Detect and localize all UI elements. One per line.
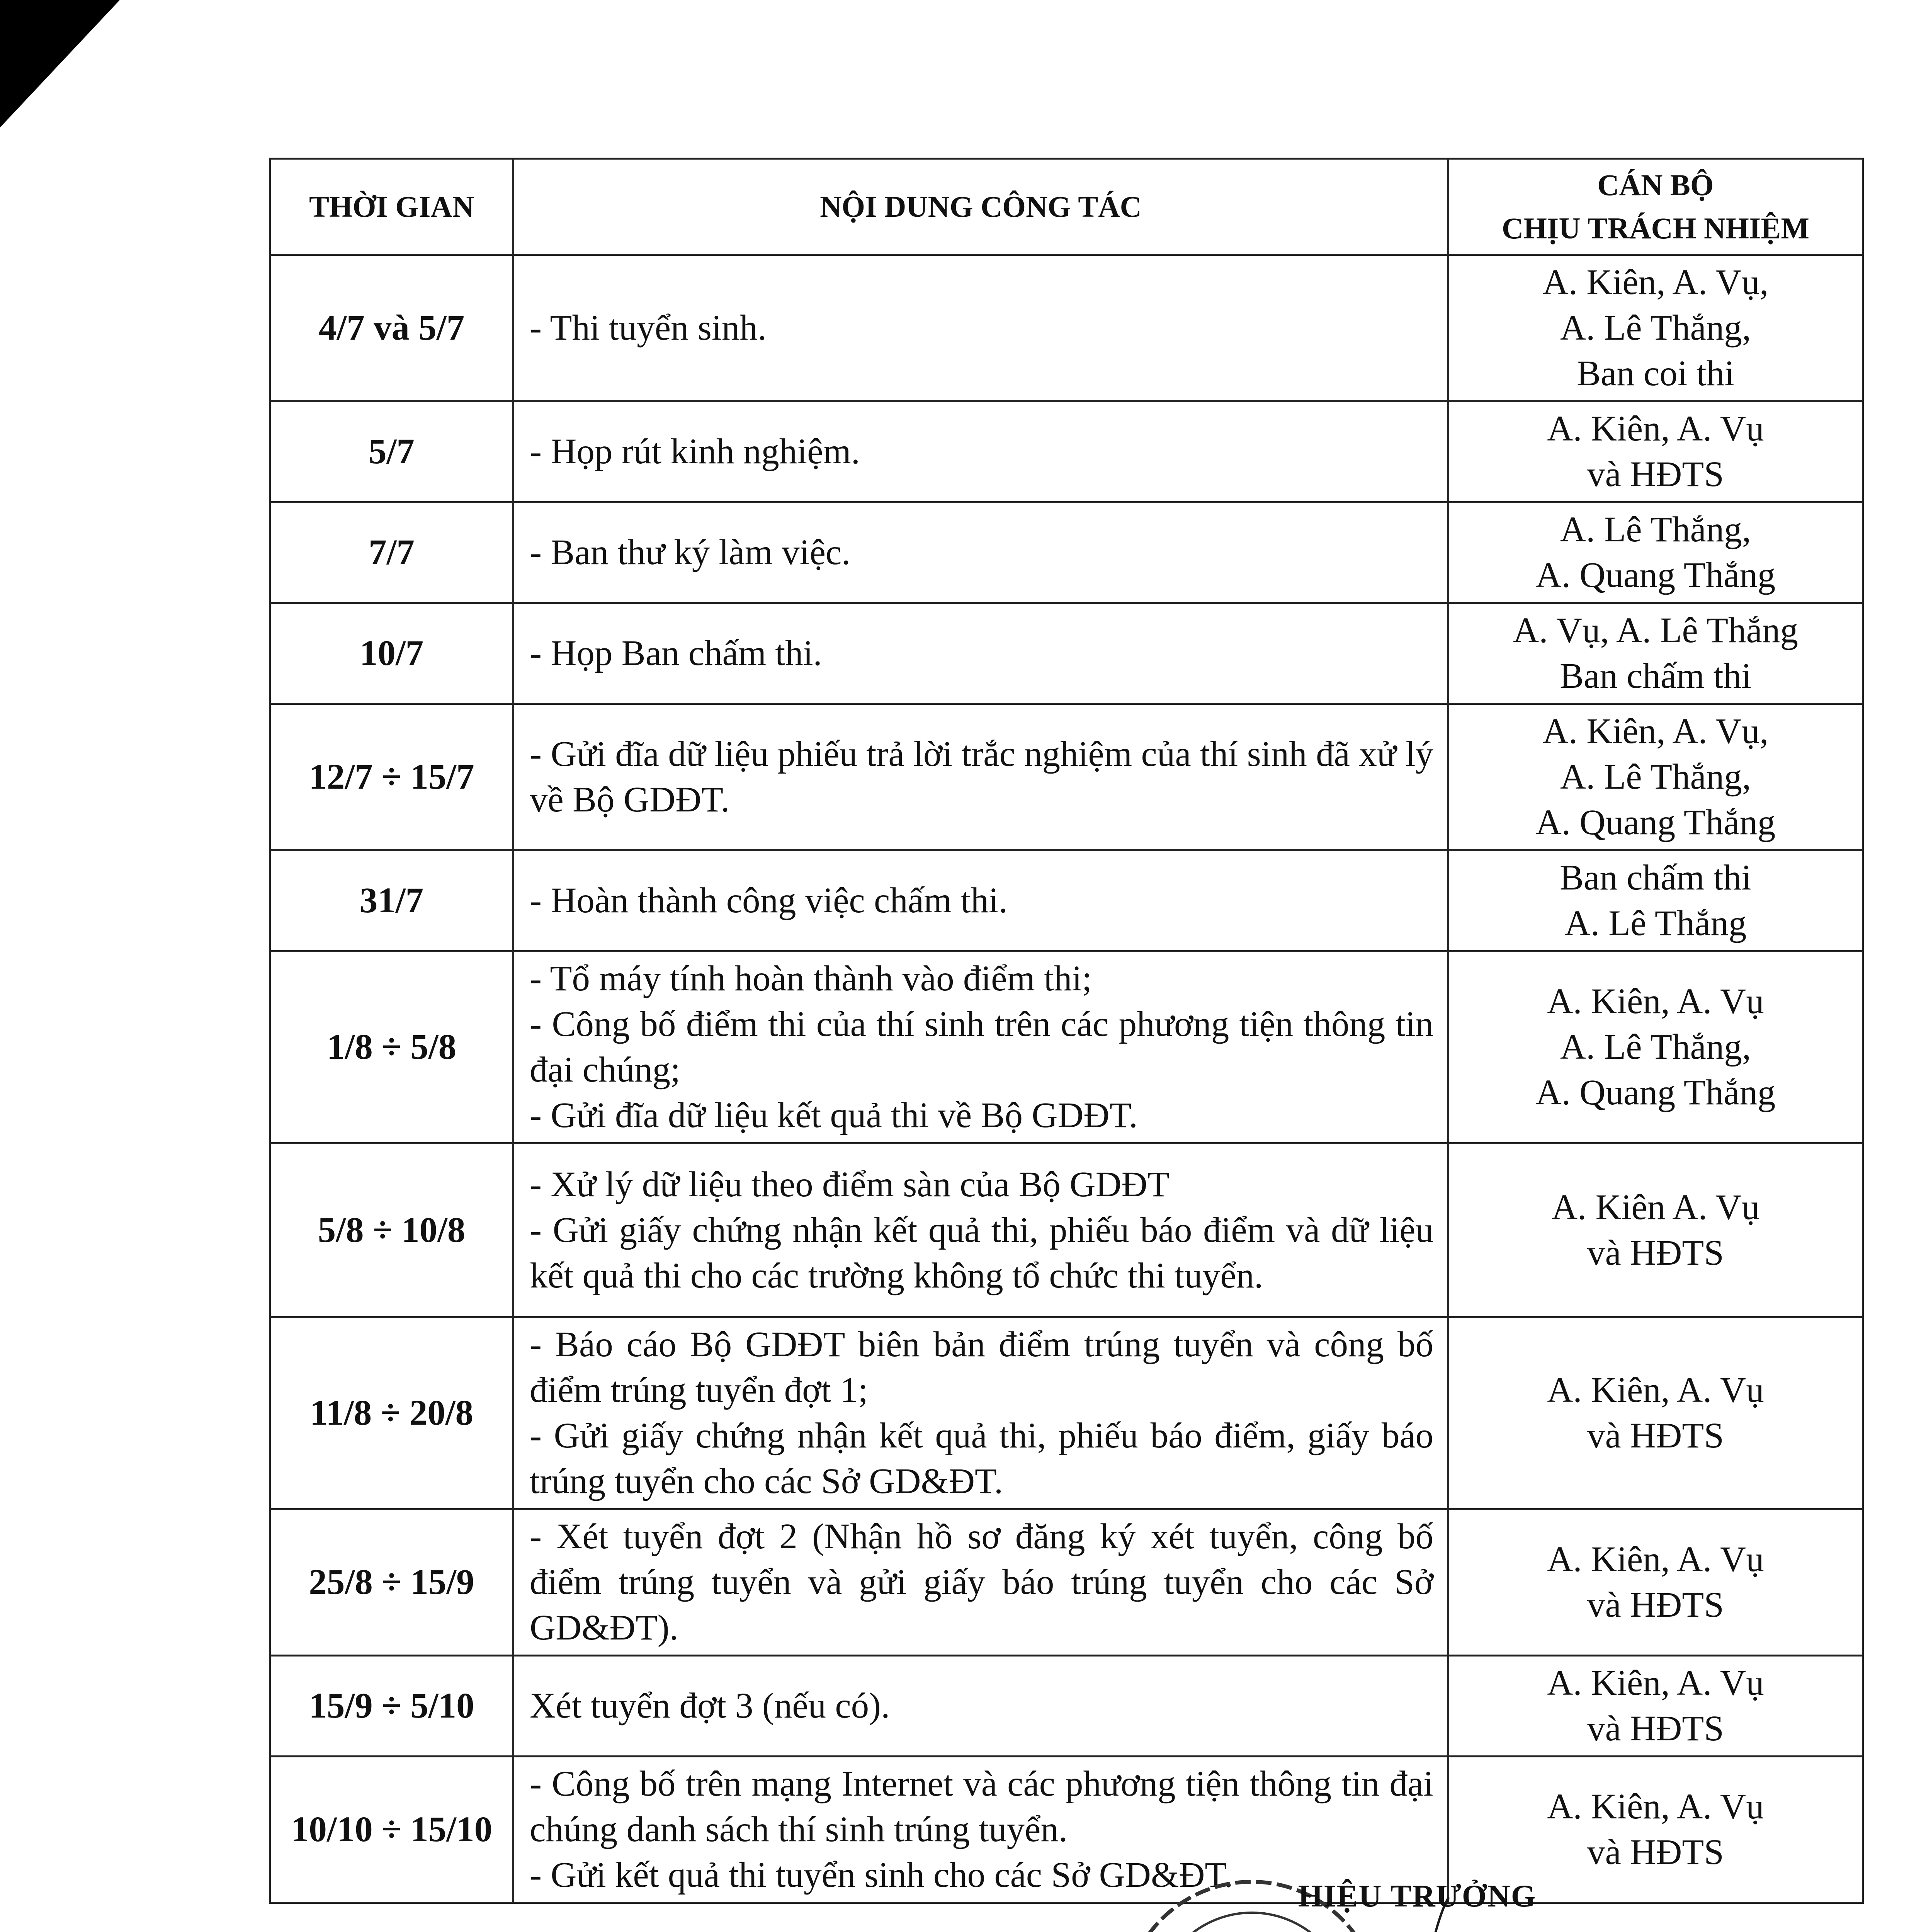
header-responsible [1448, 159, 1863, 255]
cell-content [513, 850, 1448, 951]
cell-time: 11/8 ÷ 20/8 [270, 1317, 513, 1509]
responsible-line: A. Vụ, A. Lê Thắng [1513, 611, 1798, 650]
content-line: - Hoàn thành công việc chấm thi. [530, 881, 1008, 920]
cell-time: 7/7 [270, 502, 513, 603]
responsible-line: A. Kiên, A. Vụ [1547, 981, 1764, 1021]
cell-time: 31/7 [270, 850, 513, 951]
responsible-line: A. Lê Thắng [1564, 903, 1747, 943]
table-row [270, 704, 1863, 850]
cell-time: 4/7 và 5/7 [270, 255, 513, 401]
responsible-line: và HĐTS [1587, 1233, 1724, 1273]
content-line: - Họp rút kinh nghiệm. [530, 432, 860, 471]
cell-content [513, 401, 1448, 502]
content-line: - Gửi đĩa dữ liệu kết quả thi về Bộ GDĐT. [530, 1095, 1138, 1135]
table-row [270, 1656, 1863, 1757]
content-line: - Gửi kết quả thi tuyển sinh cho các Sở GD&ĐT. [530, 1855, 1233, 1895]
cell-responsible [1448, 401, 1863, 502]
cell-time: 5/8 ÷ 10/8 [270, 1143, 513, 1317]
cell-responsible [1448, 1317, 1863, 1509]
responsible-line: A. Lê Thắng, [1560, 757, 1751, 797]
content-line: - Họp Ban chấm thi. [530, 633, 822, 673]
header-time: THỜI GIAN [270, 159, 513, 255]
cell-responsible [1448, 1509, 1863, 1656]
header-content: NỘI DUNG CÔNG TÁC [513, 159, 1448, 255]
table-row [270, 850, 1863, 951]
cell-responsible [1448, 1143, 1863, 1317]
table-row [270, 1143, 1863, 1317]
table-row [270, 255, 1863, 401]
responsible-line: và HĐTS [1587, 1709, 1724, 1748]
table-row [270, 1509, 1863, 1656]
content-line: - Công bố điểm thi của thí sinh trên các phương tiện thông tin đại chúng; [530, 1004, 1433, 1090]
responsible-line: Ban chấm thi [1560, 858, 1751, 898]
header-responsible-line: CÁN BỘ [1597, 168, 1714, 202]
responsible-line: và HĐTS [1587, 1585, 1724, 1625]
cell-time: 1/8 ÷ 5/8 [270, 951, 513, 1143]
responsible-line: và HĐTS [1587, 454, 1724, 494]
content-line: - Gửi giấy chứng nhận kết quả thi, phiếu báo điểm, giấy báo trúng tuyển cho các Sở GD&ĐT. [530, 1416, 1433, 1501]
cell-responsible [1448, 603, 1863, 704]
scan-corner-mark [0, 0, 120, 128]
cell-content [513, 502, 1448, 603]
table-row [270, 1317, 1863, 1509]
responsible-line: và HĐTS [1587, 1416, 1724, 1456]
content-line: - Gửi giấy chứng nhận kết quả thi, phiếu báo điểm và dữ liệu kết quả thi cho các trường không tổ chức thi tuyển. [530, 1210, 1433, 1296]
content-line: - Ban thư ký làm việc. [530, 532, 851, 572]
responsible-line: A. Lê Thắng, [1560, 1027, 1751, 1067]
responsible-line: A. Kiên, A. Vụ, [1542, 711, 1769, 751]
cell-content [513, 255, 1448, 401]
work-schedule-table [269, 158, 1864, 1904]
cell-content [513, 951, 1448, 1143]
responsible-line: A. Kiên, A. Vụ, [1542, 262, 1769, 302]
content-line: - Xử lý dữ liệu theo điểm sàn của Bộ GDĐT [530, 1164, 1170, 1204]
responsible-line: A. Kiên, A. Vụ [1547, 1663, 1764, 1703]
table-row [270, 603, 1863, 704]
cell-content [513, 1656, 1448, 1757]
responsible-line: A. Quang Thắng [1535, 555, 1776, 595]
responsible-line: A. Quang Thắng [1535, 803, 1776, 842]
responsible-line: A. Kiên, A. Vụ [1547, 1787, 1764, 1827]
responsible-line: Ban coi thi [1576, 354, 1735, 393]
cell-responsible [1448, 850, 1863, 951]
cell-content [513, 704, 1448, 850]
responsible-line: A. Kiên, A. Vụ [1547, 1370, 1764, 1410]
responsible-line: Ban chấm thi [1560, 656, 1751, 696]
cell-time: 10/10 ÷ 15/10 [270, 1757, 513, 1903]
content-line: Xét tuyển đợt 3 (nếu có). [530, 1686, 890, 1726]
responsible-line: và HĐTS [1587, 1832, 1724, 1872]
cell-responsible [1448, 951, 1863, 1143]
cell-content [513, 1317, 1448, 1509]
cell-content [513, 1509, 1448, 1656]
cell-content [513, 603, 1448, 704]
cell-time: 10/7 [270, 603, 513, 704]
table-row [270, 502, 1863, 603]
content-line: - Tổ máy tính hoàn thành vào điểm thi; [530, 959, 1092, 998]
cell-responsible [1448, 704, 1863, 850]
header-responsible-line: CHỊU TRÁCH NHIỆM [1502, 211, 1809, 245]
responsible-line: A. Kiên, A. Vụ [1547, 409, 1764, 449]
content-line: - Thi tuyển sinh. [530, 308, 767, 348]
content-line: - Công bố trên mạng Internet và các phương tiện thông tin đại chúng danh sách thí sinh trúng tuyển. [530, 1764, 1433, 1849]
signer-title: HIỆU TRƯỞNG [1298, 1878, 1537, 1913]
responsible-line: A. Lê Thắng, [1560, 308, 1751, 348]
cell-time: 5/7 [270, 401, 513, 502]
responsible-line: A. Kiên A. Vụ [1551, 1187, 1760, 1227]
responsible-line: A. Lê Thắng, [1560, 510, 1751, 549]
content-line: - Xét tuyển đợt 2 (Nhận hồ sơ đăng ký xét tuyển, công bố điểm trúng tuyển và gửi giấy báo trúng tuyển cho các Sở GD&ĐT). [530, 1517, 1433, 1648]
cell-responsible [1448, 255, 1863, 401]
cell-time: 12/7 ÷ 15/7 [270, 704, 513, 850]
table-row [270, 951, 1863, 1143]
cell-time: 25/8 ÷ 15/9 [270, 1509, 513, 1656]
responsible-line: A. Quang Thắng [1535, 1073, 1776, 1112]
cell-responsible [1448, 1656, 1863, 1757]
cell-responsible [1448, 502, 1863, 603]
cell-time: 15/9 ÷ 5/10 [270, 1656, 513, 1757]
table-row [270, 401, 1863, 502]
content-line: - Gửi đĩa dữ liệu phiếu trả lời trắc nghiệm của thí sinh đã xử lý về Bộ GDĐT. [530, 734, 1433, 820]
cell-content [513, 1143, 1448, 1317]
signature-area [1113, 1832, 1885, 1932]
table-header-row [270, 159, 1863, 255]
content-line: - Báo cáo Bộ GDĐT biên bản điểm trúng tuyển và công bố điểm trúng tuyển đợt 1; [530, 1325, 1433, 1410]
responsible-line: A. Kiên, A. Vụ [1547, 1539, 1764, 1579]
